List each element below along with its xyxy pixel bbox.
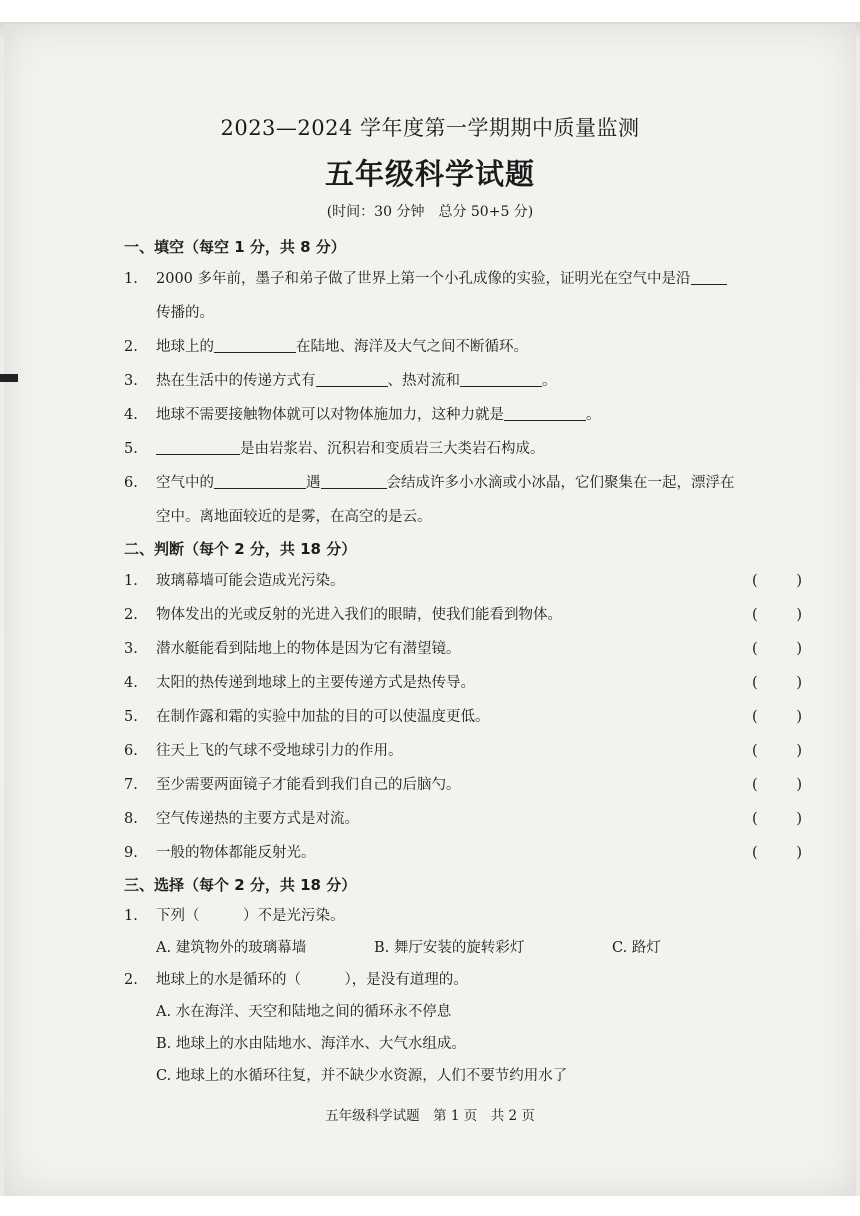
exam-content (124, 232, 814, 1092)
answer-blank[interactable] (214, 332, 296, 353)
question-number: 1. (124, 573, 138, 589)
question-text: 是由岩浆岩、沉积岩和变质岩三大类岩石构成。 (240, 441, 545, 457)
question-number: 3. (124, 373, 138, 389)
question-text: 。 (542, 373, 557, 389)
question-number: 1. (124, 908, 138, 924)
true-false-item (124, 666, 814, 700)
option-b[interactable]: B. 舞厅安装的旋转彩灯 (374, 940, 525, 956)
question-number: 6. (124, 475, 138, 491)
exam-subtitle: (时间：30 分钟 总分 50+5 分) (326, 204, 534, 220)
question-number: 4. (124, 675, 138, 691)
answer-parentheses[interactable] (752, 666, 802, 700)
fill-question-6-continued (124, 500, 814, 534)
question-text: 、热对流和 (387, 373, 460, 389)
answer-parentheses[interactable] (752, 700, 802, 734)
fill-question-4 (124, 398, 814, 432)
question-text: 空气中的 (156, 475, 214, 491)
answer-blank[interactable] (691, 264, 727, 285)
exam-header (0, 112, 860, 221)
question-number: 2. (124, 339, 138, 355)
question-text: 遇 (306, 475, 321, 491)
bottom-margin (0, 1196, 860, 1216)
answer-parentheses[interactable] (752, 734, 802, 768)
choice-question-2 (124, 964, 814, 996)
true-false-item (124, 700, 814, 734)
question-text: 在陆地、海洋及大气之间不断循环。 (296, 339, 528, 355)
true-false-item (124, 768, 814, 802)
question-number: 8. (124, 811, 138, 827)
true-false-list (124, 564, 814, 870)
section-true-false-heading: 二、判断（每个 2 分，共 18 分） (124, 540, 357, 558)
paren-close: ) (796, 709, 802, 725)
question-number: 2. (124, 972, 138, 988)
year-line: 2023—2024 学年度第一学期期中质量监测 (220, 116, 640, 140)
question-text: 传播的。 (156, 305, 214, 321)
question-text: 地球上的 (156, 339, 214, 355)
page-footer: 五年级科学试题 第 1 页 共 2 页 (325, 1108, 535, 1124)
true-false-item (124, 836, 814, 870)
question-number: 2. (124, 607, 138, 623)
paren-open: ( (752, 709, 758, 725)
paren-open: ( (752, 845, 758, 861)
paren-open: ( (752, 675, 758, 691)
question-number: 5. (124, 709, 138, 725)
binder-mark (0, 374, 18, 382)
answer-blank[interactable] (316, 366, 388, 387)
question-number: 6. (124, 743, 138, 759)
question-number: 4. (124, 407, 138, 423)
question-text: 在制作露和霜的实验中加盐的目的可以使温度更低。 (156, 709, 490, 725)
question-text: 一般的物体都能反射光。 (156, 845, 316, 861)
question-text: 空气传递热的主要方式是对流。 (156, 811, 359, 827)
choice-option-row (124, 996, 814, 1028)
answer-parentheses[interactable] (752, 802, 802, 836)
paren-close: ) (796, 675, 802, 691)
true-false-item (124, 802, 814, 836)
exam-title: 五年级科学试题 (324, 157, 535, 191)
true-false-item (124, 632, 814, 666)
paren-close: ) (796, 743, 802, 759)
question-text: 热在生活中的传递方式有 (156, 373, 316, 389)
question-text: 空中。离地面较近的是雾，在高空的是云。 (156, 509, 432, 525)
paren-close: ) (796, 573, 802, 589)
fill-question-3 (124, 364, 814, 398)
question-text: 太阳的热传递到地球上的主要传递方式是热传导。 (156, 675, 475, 691)
option-b[interactable]: B. 地球上的水由陆地水、海洋水、大气水组成。 (156, 1036, 466, 1052)
section-fill-in-heading: 一、填空（每空 1 分，共 8 分） (124, 238, 346, 256)
true-false-item (124, 598, 814, 632)
option-c[interactable]: C. 地球上的水循环往复，并不缺少水资源，人们不要节约用水了 (156, 1068, 568, 1084)
answer-blank[interactable] (156, 434, 240, 455)
paren-open: ( (752, 811, 758, 827)
answer-parentheses[interactable] (752, 768, 802, 802)
question-text: 至少需要两面镜子才能看到我们自己的后脑勺。 (156, 777, 461, 793)
option-c[interactable]: C. 路灯 (612, 940, 661, 956)
choice-option-row (124, 1060, 814, 1092)
answer-blank[interactable] (460, 366, 542, 387)
paren-close: ) (796, 811, 802, 827)
paren-open: ( (752, 743, 758, 759)
question-text: 2000 多年前，墨子和弟子做了世界上第一个小孔成像的实验，证明光在空气中是沿 (156, 271, 691, 287)
choice-option-row (124, 1028, 814, 1060)
fill-question-5 (124, 432, 814, 466)
question-text: 往天上飞的气球不受地球引力的作用。 (156, 743, 403, 759)
question-text: 地球不需要接触物体就可以对物体施加力，这种力就是 (156, 407, 504, 423)
paren-close: ) (796, 641, 802, 657)
question-text: 物体发出的光或反射的光进入我们的眼睛，使我们能看到物体。 (156, 607, 562, 623)
answer-blank[interactable] (214, 468, 306, 489)
paren-close: ) (796, 777, 802, 793)
true-false-item (124, 734, 814, 768)
paren-open: ( (752, 573, 758, 589)
question-number: 1. (124, 271, 138, 287)
answer-parentheses[interactable] (752, 836, 802, 870)
choice-question-1 (124, 900, 814, 932)
question-number: 7. (124, 777, 138, 793)
question-number: 5. (124, 441, 138, 457)
fill-question-2 (124, 330, 814, 364)
true-false-item (124, 564, 814, 598)
fill-question-1 (124, 262, 814, 296)
paren-open: ( (752, 641, 758, 657)
question-number: 3. (124, 641, 138, 657)
option-a[interactable]: A. 建筑物外的玻璃幕墙 (156, 940, 307, 956)
question-text: 玻璃幕墙可能会造成光污染。 (156, 573, 345, 589)
paren-close: ) (796, 845, 802, 861)
paren-open: ( (752, 777, 758, 793)
answer-blank[interactable] (504, 400, 586, 421)
paren-open: ( (752, 607, 758, 623)
question-text: 潜水艇能看到陆地上的物体是因为它有潜望镜。 (156, 641, 461, 657)
question-stem: 地球上的水是循环的（ ），是没有道理的。 (156, 972, 468, 988)
answer-parentheses[interactable] (752, 632, 802, 666)
section-multiple-choice-heading: 三、选择（每个 2 分，共 18 分） (124, 876, 357, 894)
fill-question-6 (124, 466, 814, 500)
answer-parentheses[interactable] (752, 598, 802, 632)
paren-close: ) (796, 607, 802, 623)
answer-blank[interactable] (321, 468, 387, 489)
fill-question-1-continued (124, 296, 814, 330)
question-text: 。 (586, 407, 601, 423)
option-a[interactable]: A. 水在海洋、天空和陆地之间的循环永不停息 (156, 1004, 452, 1020)
choice-options-1 (124, 932, 814, 964)
question-stem: 下列（ ）不是光污染。 (156, 908, 345, 924)
question-text: 会结成许多小水滴或小冰晶，它们聚集在一起，漂浮在 (386, 475, 735, 491)
answer-parentheses[interactable] (752, 564, 802, 598)
question-number: 9. (124, 845, 138, 861)
